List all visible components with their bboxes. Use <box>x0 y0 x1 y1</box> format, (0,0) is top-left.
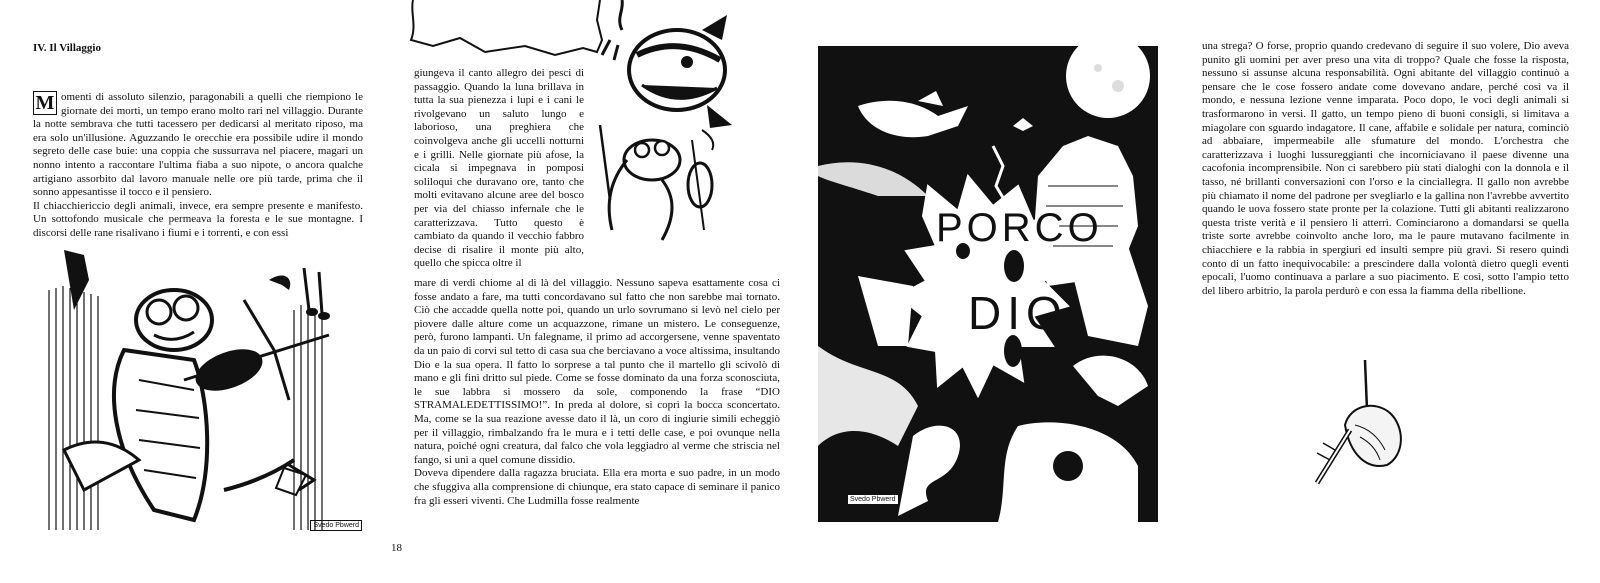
porco-dio-illustration <box>818 46 1158 522</box>
text-column-1 <box>33 91 363 241</box>
torn-paper-illustration <box>405 0 605 62</box>
paragraph: Il chiacchiericcio degli animali, invece, era sempre presente e manifesto. Un sottofondo musicale che permeava la foresta e le sue montagne. I discorsi delle rane risalivano i fiumi e i torrenti, e con essi <box>33 199 363 239</box>
drop-cap: M <box>33 91 57 115</box>
artist-signature: Svedo Pbwerd <box>850 496 896 503</box>
cricket-violin-illustration <box>44 250 364 535</box>
artist-signature: Svedo Pbwerd <box>310 520 362 531</box>
illustration-word-2: DIO <box>968 287 1068 339</box>
text-column-2-narrow <box>414 67 584 271</box>
text-column-3 <box>1202 40 1569 298</box>
fish-and-insect-illustration <box>592 0 742 246</box>
right-page <box>800 0 1600 583</box>
bagpipe-illustration <box>1305 355 1415 490</box>
paragraph: mare di verdi chiome al di là del villaggio. Nessuno sapeva esattamente cosa ci fosse andato a fare, ma tutti concordavano sul fatto che non sarebbe mai tornato. Ciò che accadde quella notte poi, quando un urlo sovrumano si levò nel cielo per piovere dalle alture come un acquazzone, rimane un mistero. Le conseguenze, però, furono lampanti. Un falegname, il primo ad accorgersene, venne spaventato da un paio di corvi sul tetto di casa sua che berciavano a voce altissima, insultando Dio e la sua opera. Il fatto lo sorprese a tal punto che il martello gli scivolò di mano e gli finì dritto sul piede. Come se fosse dominato da una forza sconosciuta, le sue labbra si mossero da sole, componendo la frase “DIO STRAMALEDETTISSIMO!”. In preda al dolore, si coprì la bocca sconcertato. Ma, come se la sua reazione avesse dato il là, un coro di ingiurie simili echeggiò per il villaggio, rimbalzando fra le mura e i tetti delle case, e poi ovunque nella natura, poiché ogni creatura, dal falco che vola leggiadro al verme che striscia nel fango, si unì a quel comune dissidio. <box>414 277 780 466</box>
illustration-word-1: PORCO <box>936 206 1103 250</box>
text-column-2-wide <box>414 277 780 508</box>
page-number: 18 <box>391 542 402 554</box>
chapter-title: IV. Il Villaggio <box>33 42 101 54</box>
paragraph: Doveva dipendere dalla ragazza bruciata. Ella era morta e suo padre, in un modo che sfuggiva alla comprensione di chiunque, era stato capace di seminare il panico fra gli esseri viventi. Che Ludmilla fosse realmente <box>414 467 780 507</box>
paragraph: una strega? O forse, proprio quando credevano di seguire il suo volere, Dio aveva punito gli uomini per aver preso una vita di troppo? Quale che fosse la risposta, nessuno si assunse alcuna responsabilità. Ogni abitante del villaggio continuò a pensare che le cose fossero andate come dovevano andare, perché così va il mondo, e nessuna lezione venne imparata. Poco dopo, le voci degli animali si trasformarono in versi. Il gatto, un tempo pieno di buoni consigli, si limitava a miagolare con sguardo indagatore. Il cane, affabile e solidale per natura, cominciò ad abbaiare, impermeabile alle sfumature del mondo. L'orchestra che caratterizzava i luoghi lussureggianti che incorniciavano il paese divenne una cacofonia incomprensibile. Non ci sarebbero più stati dialoghi con la donnola e il tasso, né brillanti conversazioni con l'orso e la cinciallegra. Il gallo non avrebbe più chiamato il nome del padrone per svegliarlo e la gallina non l'avrebbe avvertito quando le uova fossero state pronte per la colazione. Tutti gli abitanti realizzarono questa triste verità e il pensiero li atterrì. Cominciarono a domandarsi se quella triste sorte avrebbe coinvolto anche loro, ma le paure mutavano facilmente in chiacchiere e la rabbia in spergiuri ed insulti sempre più gravi. Si resero quindi conto di un fatto inequivocabile: a prescindere dalla volontà dietro quegli eventi epocali, l'uomo continuava a parlare a suo piacimento. E così, sotto l'ampio tetto del libero arbitrio, la parola perdurò e con essa la fiamma della ribellione. <box>1202 40 1569 297</box>
paragraph: giungeva il canto allegro dei pesci di passaggio. Quando la luna brillava in tutta la sua pienezza i lupi e i cani le rivolgevano un saluto lungo e laborioso, una preghiera che coinvolgeva anche gli uccelli notturni e i grilli. Nelle giornate più afose, la cicala si impegnava in pomposi soliloqui che duravano ore, tanto che molti evitavano alcune aree del bosco per via del chiasso infernale che le caratterizzava. Tutto questo è cambiato da quando il vecchio fabbro decise di risalire il monte più alto, quello che spicca oltre il <box>414 67 584 270</box>
paragraph: M omenti di assoluto silenzio, paragonabili a quelli che riempiono le giornate dei morti, un tempo erano molto rari nel villaggio. Durante la notte sembrava che tutti tacessero per dedicarsi al meritato riposo, ma era solo un'illusione. Aguzzando le orecchie era possibile udire il mondo segreto delle case buie: una coppia che sussurrava nel piacere, magari un nonno intento a raccontare l'ultima fiaba a suo nipote, o ancora qualche artigiano assorbito dal lavoro manuale nelle ore più tarde, prima che il sonno appesantisse il tocco e il pensiero. <box>33 91 363 199</box>
